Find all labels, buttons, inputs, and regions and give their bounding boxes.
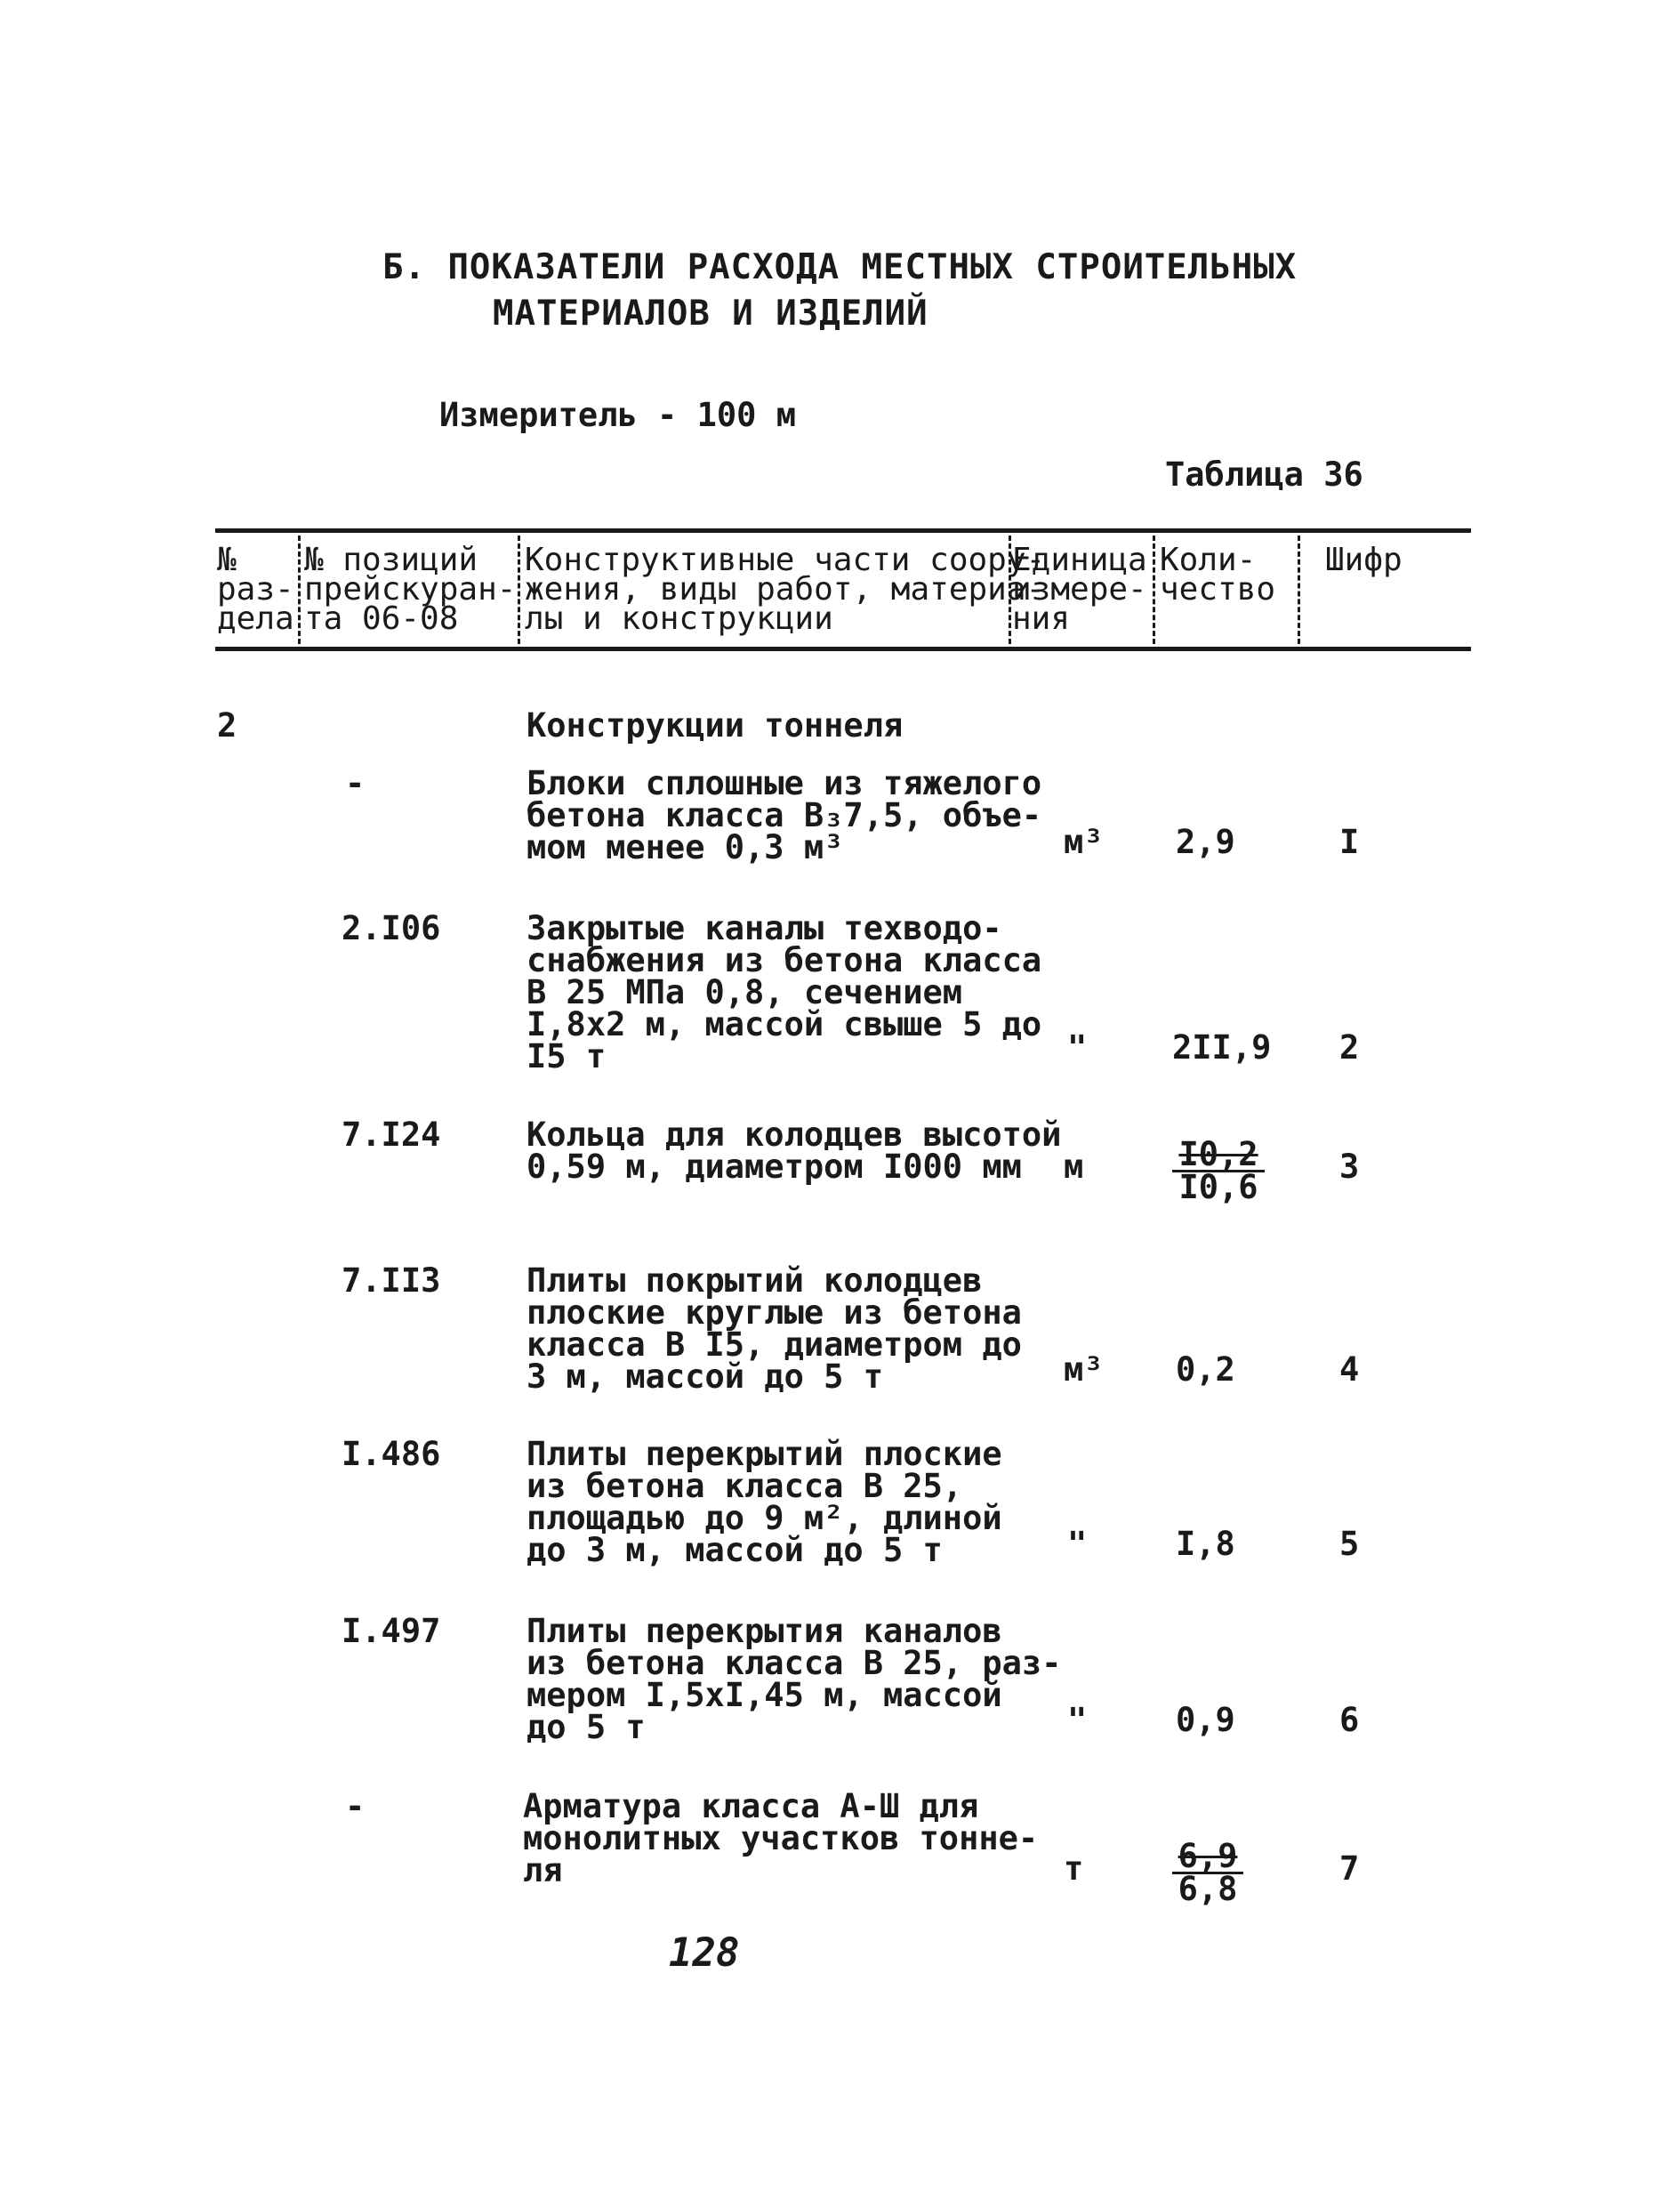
column-separator xyxy=(1298,536,1300,644)
row-quantity-corrected xyxy=(1172,1135,1265,1206)
row-position: I.486 xyxy=(342,1435,441,1473)
row-quantity-old: I0,2 xyxy=(1178,1135,1258,1173)
row-description: Арматура класса А-Ш для монолитных участков тонне- ля xyxy=(523,1787,1039,1889)
row-position: - xyxy=(345,1787,366,1825)
row-quantity: I,8 xyxy=(1176,1525,1235,1563)
row-description: Блоки сплошные из тяжелого бетона класса В₃7,5, объе- мом менее 0,3 м³ xyxy=(527,764,1042,866)
row-quantity: 2II,9 xyxy=(1172,1028,1272,1067)
row-quantity: 6,8 xyxy=(1172,1872,1243,1905)
row-code: 2 xyxy=(1339,1028,1360,1067)
column-separator xyxy=(298,536,301,644)
row-description: Плиты покрытий колодцев плоские круглые из бетона класса В I5, диаметром до 3 м, массой до 5 т xyxy=(527,1261,1022,1396)
row-quantity: 0,2 xyxy=(1176,1350,1235,1389)
row-code: I xyxy=(1339,823,1360,861)
row-unit: " xyxy=(1067,1701,1088,1739)
row-position: I.497 xyxy=(342,1612,441,1650)
row-description: Плиты перекрытия каналов из бетона класса В 25, раз- мером I,5хI,45 м, массой до 5 т xyxy=(527,1612,1062,1746)
row-unit: " xyxy=(1067,1028,1088,1067)
meter-label: Измеритель - 100 м xyxy=(439,396,796,434)
row-code: 4 xyxy=(1339,1350,1360,1389)
row-position: 7.I24 xyxy=(342,1116,441,1154)
row-position: - xyxy=(345,764,366,802)
row-unit: м³ xyxy=(1064,823,1104,861)
row-unit: " xyxy=(1067,1525,1088,1563)
table-header-bottom-rule xyxy=(215,647,1471,651)
row-position: 2.I06 xyxy=(342,909,441,947)
row-quantity: I0,6 xyxy=(1172,1170,1265,1203)
page-number: 128 xyxy=(669,1930,740,1976)
row-description: Кольца для колодцев высотой 0,59 м, диаметром I000 мм xyxy=(527,1116,1062,1186)
row-position: 7.II3 xyxy=(342,1261,441,1300)
row-quantity: 2,9 xyxy=(1176,823,1235,861)
column-separator xyxy=(518,536,520,644)
header-price-list-position: № позиций прейскуран- та 06-08 xyxy=(304,542,517,637)
row-unit: м xyxy=(1064,1148,1084,1186)
header-unit: Единица измере- ния xyxy=(1012,542,1147,637)
row-code: 3 xyxy=(1339,1148,1360,1186)
table-label: Таблица 36 xyxy=(1165,455,1363,494)
section-heading-line-2: МАТЕРИАЛОВ И ИЗДЕЛИЙ xyxy=(493,294,928,334)
row-description: Закрытые каналы техводо- снабжения из бетона класса В 25 МПа 0,8, сечением I,8х2 м, массой свыше 5 до I5 т xyxy=(527,909,1042,1075)
section-heading-line-1: Б. ПОКАЗАТЕЛИ РАСХОДА МЕСТНЫХ СТРОИТЕЛЬНЫХ xyxy=(382,247,1298,287)
row-quantity: 0,9 xyxy=(1176,1701,1235,1739)
table-top-rule xyxy=(215,528,1471,533)
row-unit: т xyxy=(1064,1849,1084,1888)
section-number: 2 xyxy=(217,706,237,745)
row-code: 6 xyxy=(1339,1701,1360,1739)
section-title: Конструкции тоннеля xyxy=(527,706,904,745)
header-code: Шифр xyxy=(1325,542,1403,578)
row-unit: м³ xyxy=(1064,1350,1104,1389)
header-description: Конструктивные части соору- жения, виды работ, материа- лы и конструкции xyxy=(525,542,1046,637)
row-code: 7 xyxy=(1339,1849,1360,1888)
header-quantity: Коли- чество xyxy=(1160,542,1276,608)
row-quantity-corrected xyxy=(1172,1837,1243,1908)
row-description: Плиты перекрытий плоские из бетона класса В 25, площадью до 9 м², длиной до 3 м, массой до 5 т xyxy=(527,1435,1002,1569)
row-quantity-old: 6,9 xyxy=(1178,1837,1238,1875)
column-separator xyxy=(1153,536,1155,644)
header-section-number: № раз- дела xyxy=(217,542,294,637)
row-code: 5 xyxy=(1339,1525,1360,1563)
